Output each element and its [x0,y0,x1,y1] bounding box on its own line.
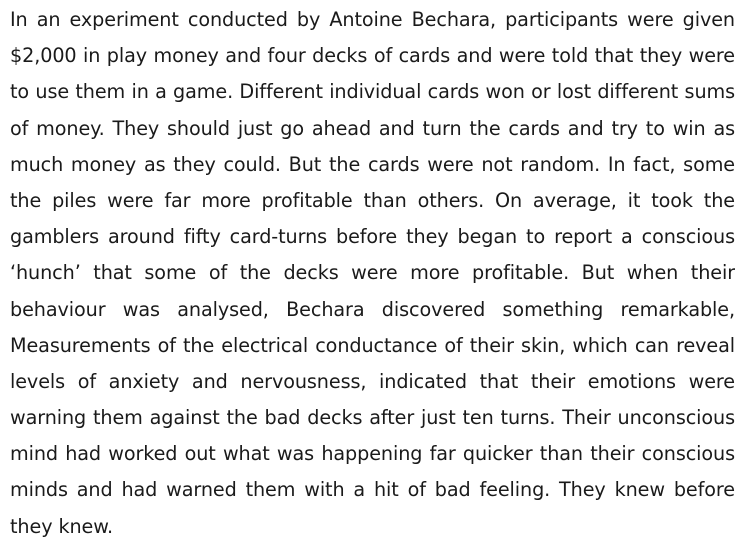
paragraph-line: behaviour was analysed, Bechara discovered something remarkable, [10,297,735,321]
paragraph-line: much money as they could. But the cards were not random. In fact, some [10,152,735,176]
paragraph-line: warning them against the bad decks after just ten turns. Their unconscious [10,406,735,430]
paragraph-line: the piles were far more profitable than others. On average, it took the [10,188,735,212]
paragraph-line: In an experiment conducted by Antoine Bechara, participants were given [10,8,735,31]
paragraph-line: to use them in a game. Different individual cards won or lost different sums [10,80,735,104]
paragraph-line: gamblers around fifty card-turns before they began to report a conscious [10,225,735,249]
paragraph-line: $2,000 in play money and four decks of cards and were told that they were [10,44,735,68]
paragraph-line: they knew. [10,514,114,538]
paragraph-line: Measurements of the electrical conductance of their skin, which can reveal [10,333,735,357]
paragraph-line: levels of anxiety and nervousness, indicated that their emotions were [10,369,735,393]
paragraph-line: mind had worked out what was happening far quicker than their conscious [10,442,735,466]
paragraph-line: minds and had warned them with a hit of bad feeling. They knew before [10,478,735,502]
paragraph-line: ‘hunch’ that some of the decks were more profitable. But when their [10,261,735,285]
paragraph-line: of money. They should just go ahead and turn the cards and try to win as [10,116,735,140]
document-paragraph [10,2,735,545]
